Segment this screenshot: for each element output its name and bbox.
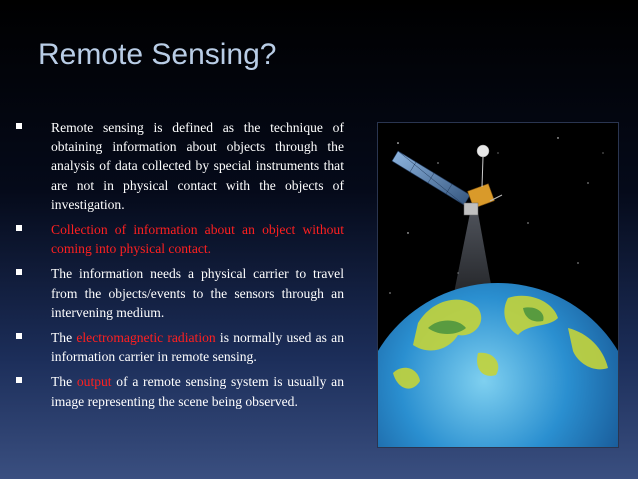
square-bullet-icon [16,123,22,129]
satellite-earth-image [378,123,618,447]
satellite-earth-illustration [378,123,618,447]
bullet-text-post: of a remote sensing system is usually an image representing the scene being observed. [51,374,344,409]
bullet-text: Remote sensing is defined as the technique of obtaining information about objects through the analysis of data collected by special instruments that are not in physical contact with the objects of investigation. [51,120,344,212]
square-bullet-icon [16,269,22,275]
bullet-item [14,328,344,366]
bullet-text-post: is normally used as an information carrier in remote sensing. [51,330,344,365]
bullet-text-highlight: output [76,374,112,390]
slide-title: Remote Sensing? [38,38,277,71]
bullet-text-highlighted: Collection of information about an object without coming into physical contact. [51,222,344,257]
square-bullet-icon [16,333,22,339]
bullet-item [14,220,344,258]
bullet-text-pre: The [51,374,77,390]
bullet-item [14,372,344,410]
square-bullet-icon [16,377,22,383]
bullet-item [14,264,344,322]
bullet-list [14,118,344,417]
bullet-text: The information needs a physical carrier to travel from the objects/events to the sensors through an intervening medium. [51,266,344,320]
bullet-text-highlight: electromagnetic radiation [76,330,216,346]
bullet-item [14,118,344,214]
bullet-text-pre: The [51,330,77,346]
square-bullet-icon [16,225,22,231]
